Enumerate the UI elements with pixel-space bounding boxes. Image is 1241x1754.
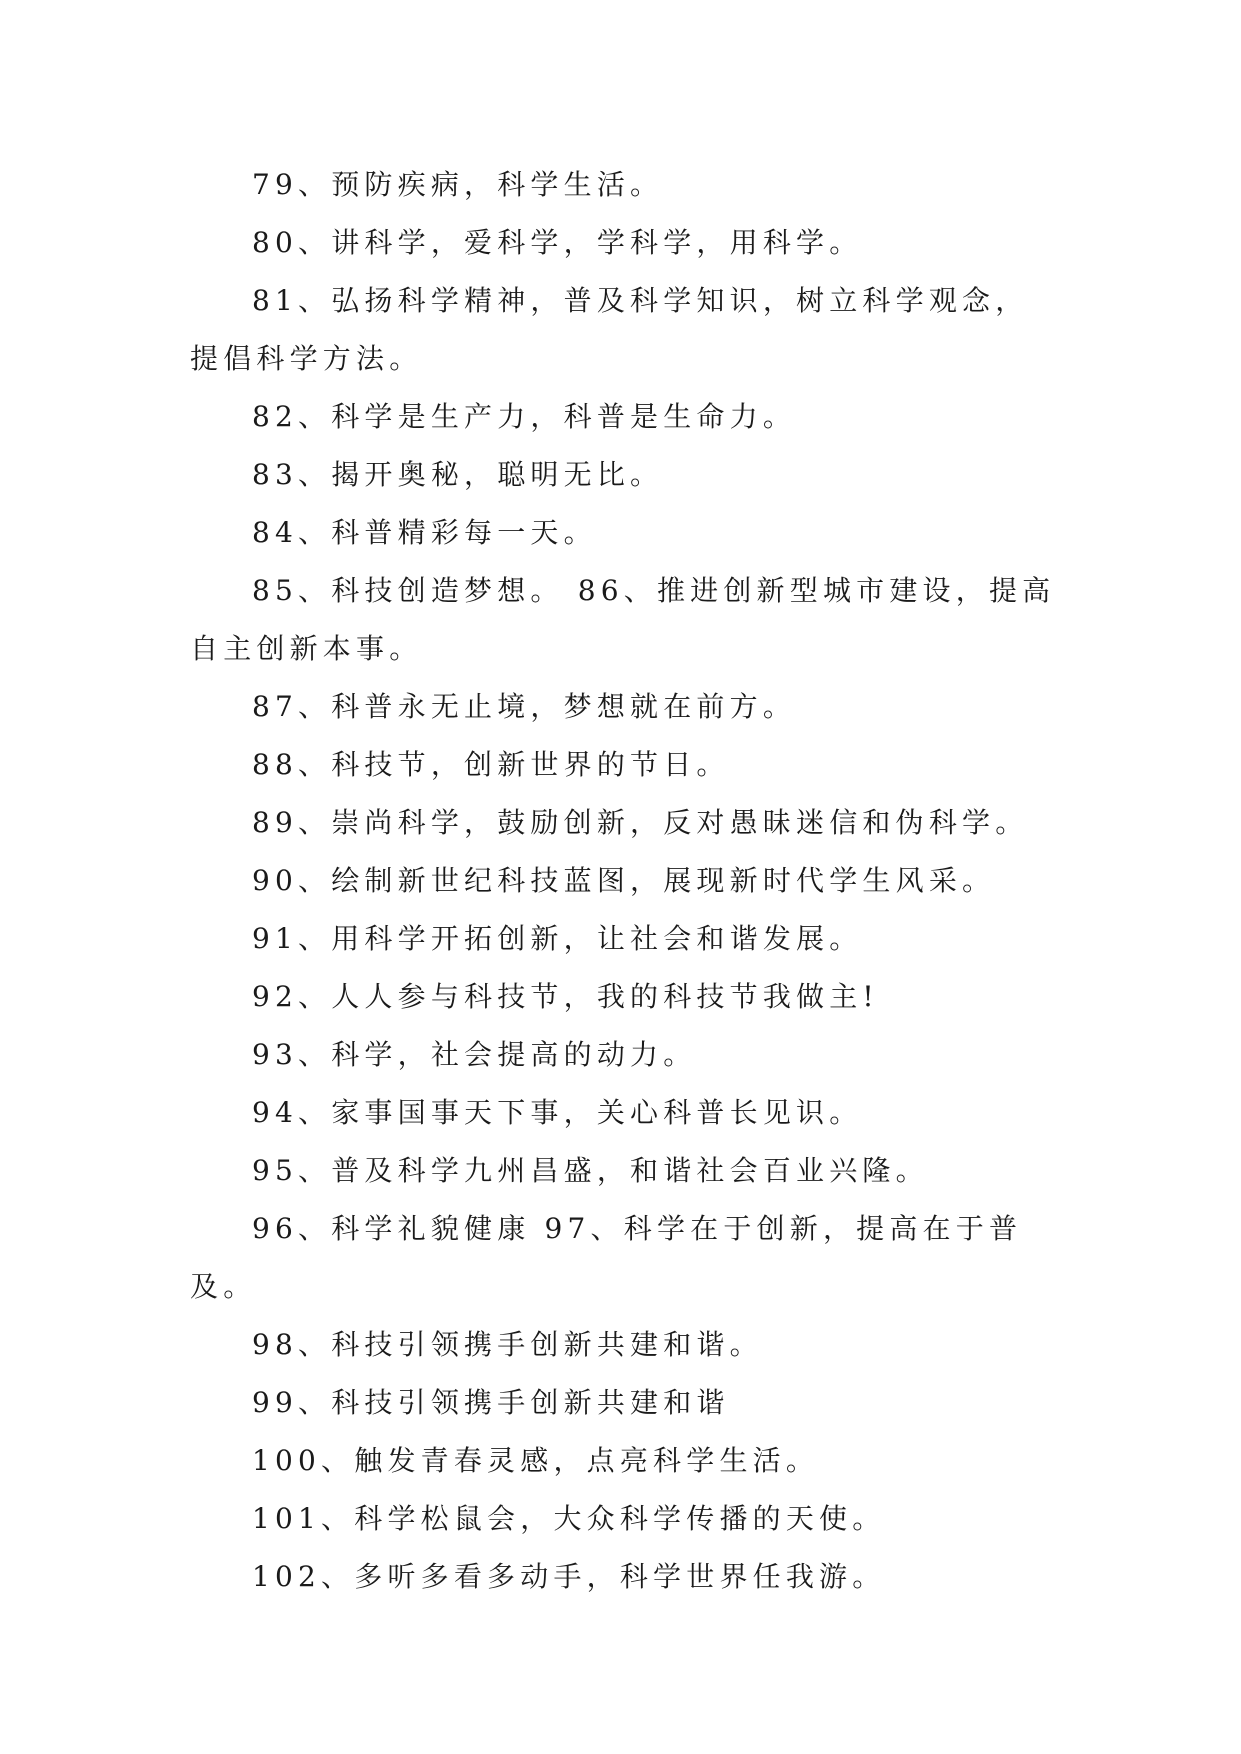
slogan-101: 101、科学松鼠会，大众科学传播的天使。 [252, 1502, 886, 1535]
slogan-95: 95、普及科学九州昌盛，和谐社会百业兴隆。 [252, 1154, 929, 1187]
slogan-85-86: 85、科技创造梦想。 86、推进创新型城市建设，提高自主创新本事。 [190, 574, 1056, 665]
slogan-83: 83、揭开奥秘，聪明无比。 [252, 458, 664, 491]
slogan-87: 87、科普永无止境，梦想就在前方。 [252, 690, 797, 723]
slogan-80: 80、讲科学，爱科学，学科学，用科学。 [252, 226, 863, 259]
slogan-88: 88、科技节，创新世界的节日。 [252, 748, 730, 781]
slogan-92: 92、人人参与科技节，我的科技节我做主! [252, 980, 879, 1013]
slogan-102: 102、多听多看多动手，科学世界任我游。 [252, 1560, 886, 1593]
slogan-96-97: 96、科学礼貌健康 97、科学在于创新，提高在于普及。 [190, 1212, 1023, 1303]
slogan-84: 84、科普精彩每一天。 [252, 516, 597, 549]
slogan-99: 99、科技引领携手创新共建和谐 [252, 1386, 730, 1419]
slogan-91: 91、用科学开拓创新，让社会和谐发展。 [252, 922, 863, 955]
slogan-93: 93、科学，社会提高的动力。 [252, 1038, 697, 1071]
slogan-100: 100、触发青春灵感，点亮科学生活。 [252, 1444, 820, 1477]
slogan-79: 79、预防疾病，科学生活。 [252, 168, 664, 201]
slogan-82: 82、科学是生产力，科普是生命力。 [252, 400, 797, 433]
slogan-94: 94、家事国事天下事，关心科普长见识。 [252, 1096, 863, 1129]
slogan-90: 90、绘制新世纪科技蓝图，展现新时代学生风采。 [252, 864, 996, 897]
slogan-89: 89、崇尚科学，鼓励创新，反对愚昧迷信和伪科学。 [252, 806, 1029, 839]
slogan-81: 81、弘扬科学精神，普及科学知识，树立科学观念，提倡科学方法。 [190, 284, 1029, 375]
slogan-98: 98、科技引领携手创新共建和谐。 [252, 1328, 763, 1361]
document-body [190, 156, 1060, 1606]
